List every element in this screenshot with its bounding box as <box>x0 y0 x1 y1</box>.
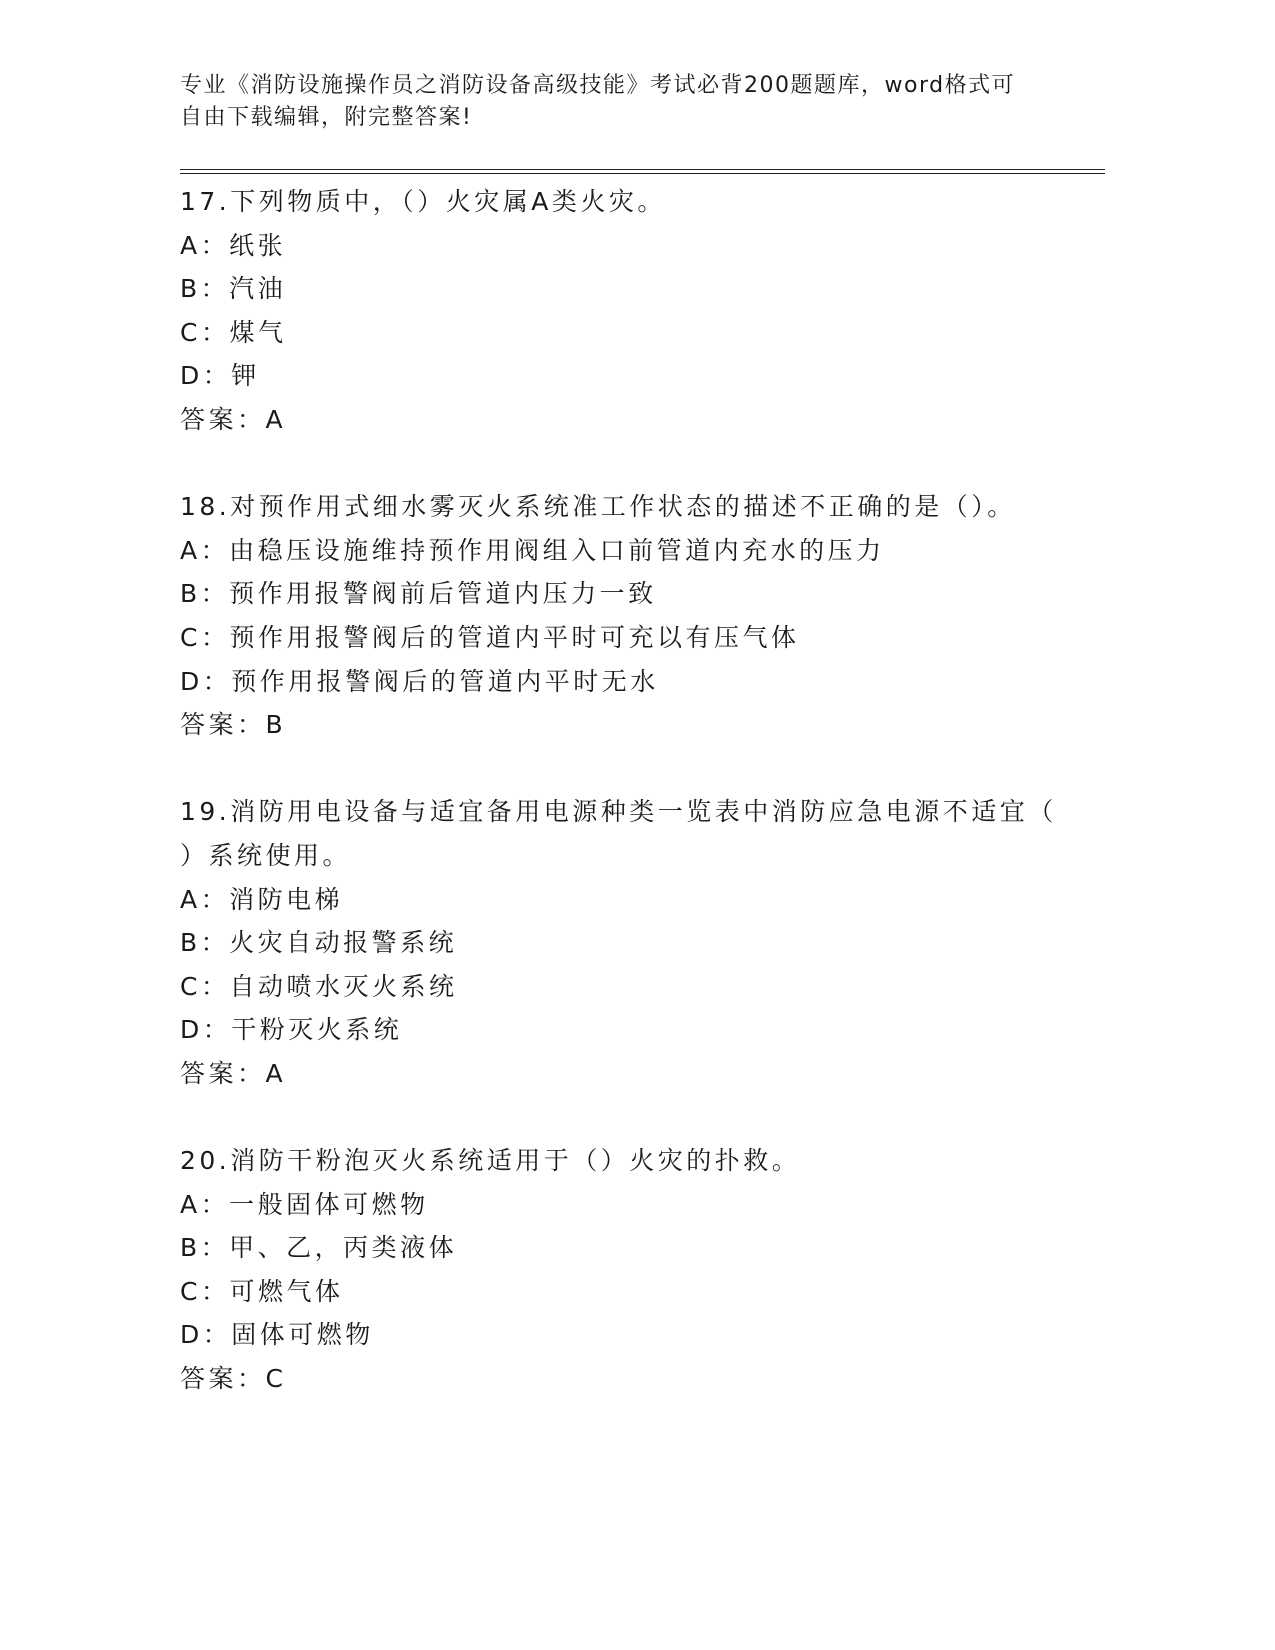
answer: 答案：B <box>180 710 287 740</box>
question-19 <box>180 790 1080 1095</box>
header-divider-top <box>180 169 1105 170</box>
option-a: A：一般固体可燃物 <box>180 1189 429 1219</box>
question-spacer <box>180 1095 1080 1139</box>
option-b: B：甲、乙，丙类液体 <box>180 1233 458 1263</box>
answer: 答案：A <box>180 404 287 434</box>
question-list <box>180 180 1080 1401</box>
question-18 <box>180 485 1080 747</box>
option-d: D：干粉灭火系统 <box>180 1015 403 1045</box>
option-b: B：预作用报警阀前后管道内压力一致 <box>180 579 657 609</box>
header-line-2: 自由下载编辑，附完整答案! <box>180 105 473 130</box>
option-a: A：消防电梯 <box>180 884 344 914</box>
option-a: A：纸张 <box>180 230 287 260</box>
option-b: B：火灾自动报警系统 <box>180 928 458 958</box>
question-stem: 20.消防干粉泡灭火系统适用于（）火灾的扑救。 <box>180 1146 801 1176</box>
question-20 <box>180 1139 1080 1401</box>
question-stem: 19.消防用电设备与适宜备用电源种类一览表中消防应急电源不适宜（ <box>180 797 1057 827</box>
option-c: C：自动喷水灭火系统 <box>180 971 458 1001</box>
option-c: C：预作用报警阀后的管道内平时可充以有压气体 <box>180 622 800 652</box>
header-divider-bottom <box>180 173 1105 174</box>
option-b: B：汽油 <box>180 274 287 304</box>
question-spacer <box>180 442 1080 486</box>
answer: 答案：C <box>180 1364 287 1394</box>
document-header <box>180 70 1060 134</box>
option-d: D：钾 <box>180 361 260 391</box>
question-stem: 17.下列物质中，（）火灾属A类火灾。 <box>180 187 666 216</box>
option-d: D：固体可燃物 <box>180 1320 374 1350</box>
question-stem: 18.对预作用式细水雾灭火系统准工作状态的描述不正确的是（）。 <box>180 492 1016 522</box>
question-stem-continued: ）系统使用。 <box>180 840 352 870</box>
option-d: D：预作用报警阀后的管道内平时无水 <box>180 666 659 696</box>
option-c: C：可燃气体 <box>180 1276 344 1306</box>
question-17 <box>180 180 1080 442</box>
question-spacer <box>180 747 1080 791</box>
option-a: A：由稳压设施维持预作用阀组入口前管道内充水的压力 <box>180 535 885 565</box>
header-line-1: 专业《消防设施操作员之消防设备高级技能》考试必背200题题库，word格式可 <box>180 73 1016 98</box>
answer: 答案：A <box>180 1058 287 1088</box>
option-c: C：煤气 <box>180 317 287 347</box>
